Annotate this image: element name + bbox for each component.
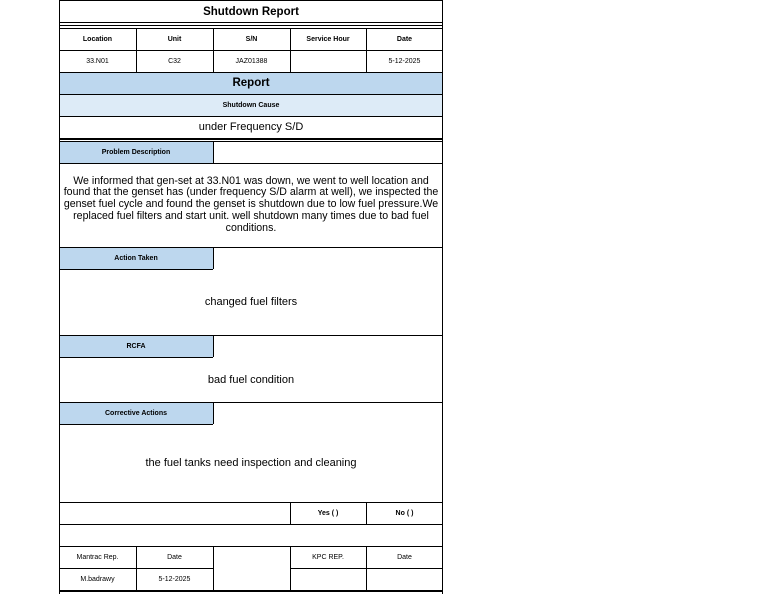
rule bbox=[59, 247, 443, 248]
rule bbox=[59, 22, 443, 23]
shutdown-cause-label: Shutdown Cause bbox=[59, 94, 443, 116]
mantrac-date-value: 5-12-2025 bbox=[158, 575, 191, 583]
border-right bbox=[442, 0, 443, 594]
rule bbox=[59, 590, 443, 592]
rule bbox=[213, 28, 214, 72]
rule bbox=[290, 502, 291, 524]
rule bbox=[59, 163, 443, 164]
kpc-date-label: Date bbox=[397, 553, 412, 561]
report-title: Shutdown Report bbox=[203, 5, 299, 18]
corrective-actions-text: the fuel tanks need inspection and cleaning bbox=[145, 457, 357, 469]
rule bbox=[59, 335, 443, 336]
header-date-value: 5-12-2025 bbox=[388, 57, 421, 65]
rule bbox=[366, 28, 367, 72]
header-service-hour-value bbox=[290, 50, 366, 72]
rule bbox=[213, 546, 214, 591]
header-service-hour-label: Service Hour bbox=[306, 35, 350, 43]
rule bbox=[290, 28, 291, 72]
mantrac-rep-name: M.badrawy bbox=[80, 575, 115, 583]
rule bbox=[59, 28, 443, 29]
mantrac-date-label: Date bbox=[167, 553, 182, 561]
mantrac-rep-label: Mantrac Rep. bbox=[76, 553, 119, 561]
header-sn-value: JAZ01388 bbox=[235, 57, 268, 65]
corrective-actions-label: Corrective Actions bbox=[59, 402, 213, 424]
rule bbox=[59, 138, 443, 140]
rule bbox=[59, 50, 443, 51]
rule bbox=[213, 141, 214, 163]
header-unit-value: C32 bbox=[168, 57, 181, 65]
rule bbox=[59, 141, 443, 142]
problem-description-text: We informed that gen-set at 33.N01 was down, we went to well location and found that the genset has (under frequency S/D alarm at well), we inspected the genset fuel cycle and found the genset is shutdown due to low fuel pressure.We replaced fuel filters and start unit. well shutdown many times due to bad fuel conditions. bbox=[63, 174, 439, 234]
rcfa-label: RCFA bbox=[59, 335, 213, 357]
no-checkbox[interactable]: No ( ) bbox=[395, 509, 414, 517]
header-date-label: Date bbox=[396, 35, 413, 43]
rule bbox=[59, 524, 443, 525]
rule bbox=[59, 116, 443, 117]
rule bbox=[59, 357, 213, 358]
rule bbox=[136, 28, 137, 72]
rule bbox=[59, 546, 443, 547]
rcfa-text: bad fuel condition bbox=[207, 373, 295, 386]
action-taken-label: Action Taken bbox=[59, 247, 213, 269]
rule bbox=[59, 402, 443, 403]
rule bbox=[136, 546, 137, 591]
rule bbox=[59, 0, 443, 1]
rule bbox=[59, 72, 443, 73]
header-unit-label: Unit bbox=[167, 35, 182, 43]
rule bbox=[59, 502, 443, 503]
header-location-value: 33.N01 bbox=[86, 57, 109, 65]
problem-description-label: Problem Description bbox=[59, 141, 213, 163]
shutdown-report-sheet bbox=[59, 0, 443, 594]
report-section-title: Report bbox=[59, 72, 443, 94]
rule bbox=[59, 25, 443, 26]
rule bbox=[366, 502, 367, 524]
header-sn-label: S/N bbox=[245, 35, 258, 43]
rule bbox=[59, 94, 443, 95]
yes-checkbox[interactable]: Yes ( ) bbox=[317, 509, 339, 517]
action-taken-text: changed fuel filters bbox=[204, 296, 298, 308]
rule bbox=[59, 269, 213, 270]
rule bbox=[213, 402, 214, 424]
header-location-label: Location bbox=[82, 35, 113, 43]
border-left bbox=[59, 0, 60, 594]
shutdown-cause-value: under Frequency S/D bbox=[198, 121, 304, 133]
rule bbox=[213, 335, 214, 357]
rule bbox=[366, 546, 367, 591]
kpc-rep-label: KPC REP. bbox=[312, 553, 344, 561]
rule bbox=[290, 546, 291, 591]
rule bbox=[213, 247, 214, 269]
rule bbox=[59, 424, 213, 425]
